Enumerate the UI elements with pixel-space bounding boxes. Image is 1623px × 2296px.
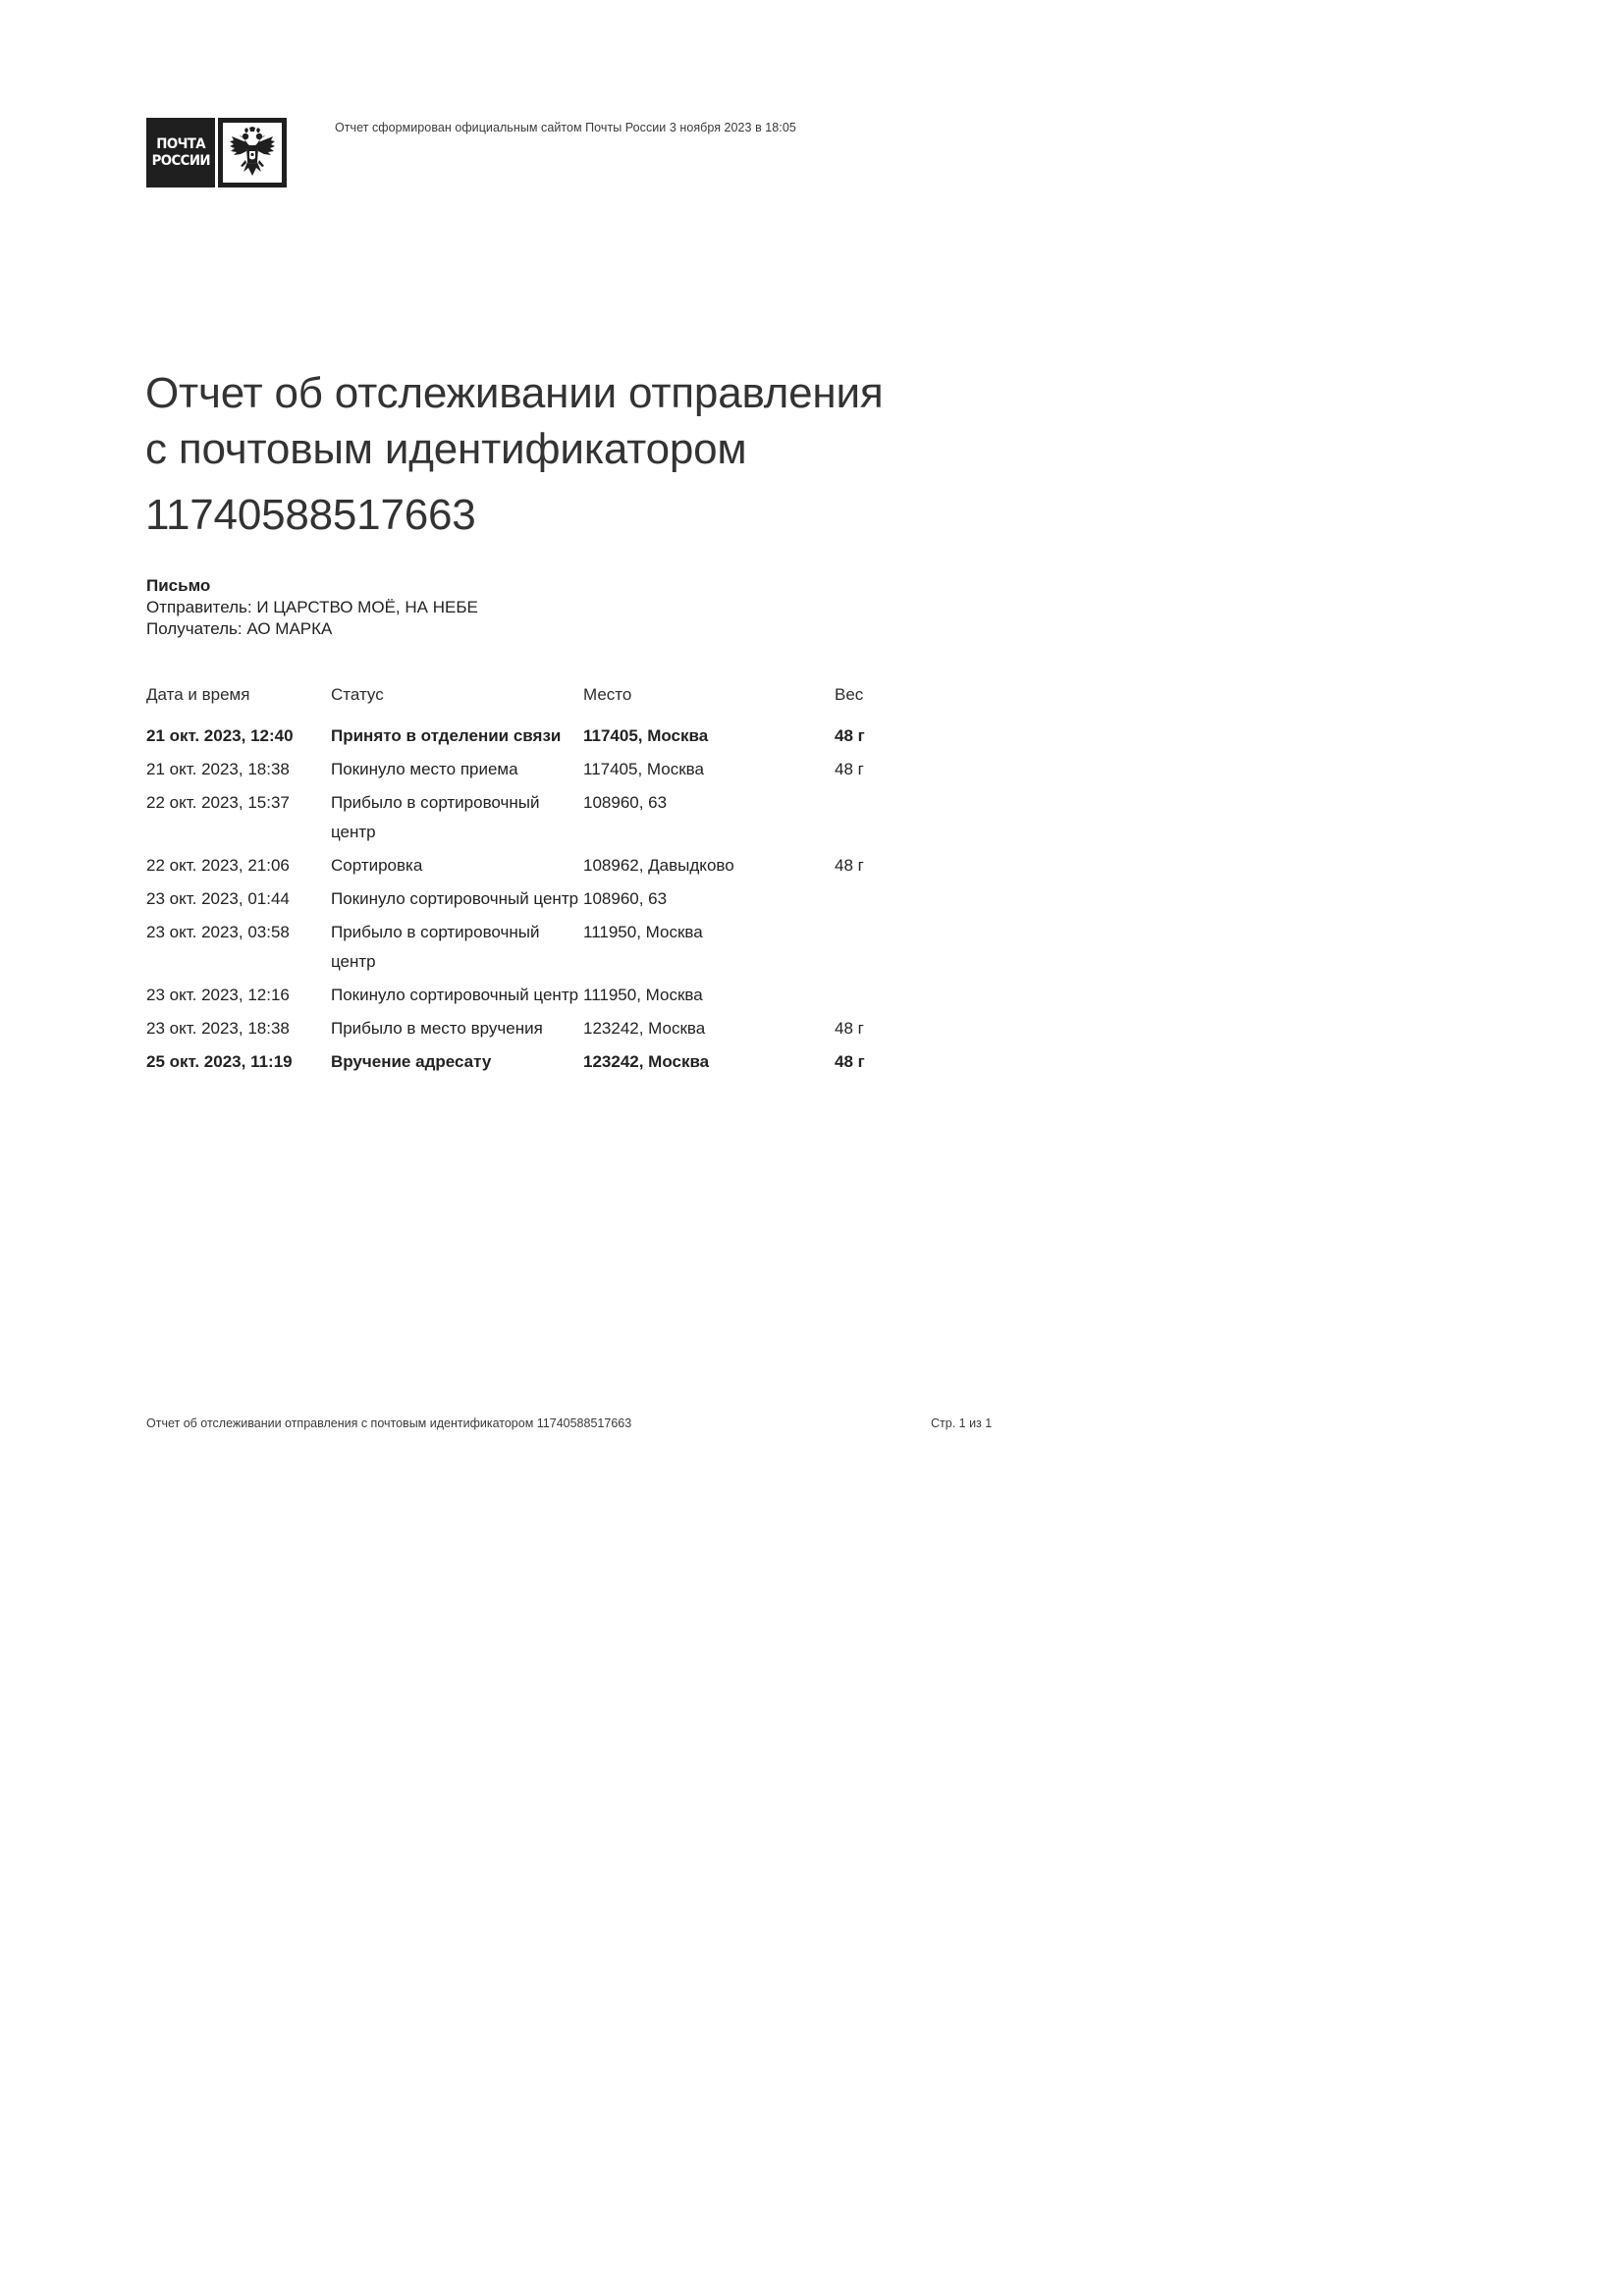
report-generated-note: Отчет сформирован официальным сайтом Почты России 3 ноября 2023 в 18:05	[335, 121, 796, 134]
table-row	[146, 1047, 932, 1077]
title-line-1: Отчет об отслеживании отправления	[145, 369, 884, 417]
table-row	[146, 851, 932, 881]
table-row	[146, 918, 932, 977]
cell-datetime: 22 окт. 2023, 21:06	[146, 856, 290, 875]
cell-place: 123242, Москва	[583, 1019, 706, 1038]
cell-datetime: 23 окт. 2023, 12:16	[146, 986, 290, 1004]
cell-status: Принято в отделении связи	[331, 726, 562, 745]
cell-place: 123242, Москва	[583, 1052, 710, 1071]
cell-status: Сортировка	[331, 856, 423, 875]
cell-status: Покинуло место приема	[331, 760, 518, 778]
tracking-number: 11740588517663	[145, 491, 476, 539]
cell-datetime: 22 окт. 2023, 15:37	[146, 793, 290, 812]
column-header-place: Место	[583, 685, 632, 704]
cell-status: Покинуло сортировочный центр	[331, 986, 579, 1004]
cell-datetime: 25 окт. 2023, 11:19	[146, 1052, 293, 1071]
cell-datetime: 21 окт. 2023, 12:40	[146, 726, 294, 745]
logo	[146, 118, 288, 187]
table-header	[146, 680, 932, 710]
shipment-info	[146, 575, 478, 640]
logo-text-line2: РОССИИ	[151, 152, 210, 169]
logo-wordmark	[146, 118, 215, 187]
shipment-recipient: Получатель: АО МАРКА	[146, 619, 333, 638]
cell-status: Прибыло в сортировочный центр	[331, 923, 540, 971]
column-header-status: Статус	[331, 685, 384, 704]
cell-weight	[835, 981, 923, 1010]
column-header-weight: Вес	[835, 685, 864, 704]
table-body	[146, 721, 932, 1077]
shipment-sender: Отправитель: И ЦАРСТВО МОЁ, НА НЕБЕ	[146, 598, 478, 616]
cell-weight	[835, 788, 923, 847]
cell-datetime: 23 окт. 2023, 01:44	[146, 889, 290, 908]
cell-datetime: 23 окт. 2023, 18:38	[146, 1019, 290, 1038]
cell-place: 108960, 63	[583, 793, 668, 812]
cell-weight: 48 г	[835, 760, 864, 778]
cell-weight	[835, 884, 923, 914]
table-row	[146, 884, 932, 914]
cell-place: 117405, Москва	[583, 760, 704, 778]
cell-status: Покинуло сортировочный центр	[331, 889, 579, 908]
double-headed-eagle-icon	[218, 118, 287, 187]
cell-weight: 48 г	[835, 856, 864, 875]
column-header-datetime: Дата и время	[146, 685, 250, 704]
cell-status: Прибыло в сортировочный центр	[331, 793, 540, 841]
cell-place: 111950, Москва	[583, 986, 703, 1004]
cell-place: 111950, Москва	[583, 923, 703, 941]
cell-place: 108962, Давыдково	[583, 856, 734, 875]
shipment-type: Письмо	[146, 576, 211, 595]
title-line-2: с почтовым идентификатором	[145, 425, 747, 473]
page-title	[145, 365, 883, 543]
cell-weight: 48 г	[835, 726, 865, 745]
cell-datetime: 21 окт. 2023, 18:38	[146, 760, 290, 778]
footer-title: Отчет об отслеживании отправления с почтовым идентификатором 11740588517663	[146, 1416, 632, 1430]
tracking-table	[146, 680, 932, 1081]
cell-weight: 48 г	[835, 1019, 864, 1038]
cell-datetime: 23 окт. 2023, 03:58	[146, 923, 290, 941]
cell-status: Прибыло в место вручения	[331, 1019, 543, 1038]
table-row	[146, 788, 932, 847]
logo-text-line1: ПОЧТА	[156, 135, 205, 152]
page-number: Стр. 1 из 1	[931, 1416, 993, 1430]
table-row	[146, 755, 932, 784]
table-row	[146, 981, 932, 1010]
cell-place: 108960, 63	[583, 889, 668, 908]
table-row	[146, 721, 932, 751]
cell-weight: 48 г	[835, 1052, 865, 1071]
cell-weight	[835, 918, 923, 977]
cell-status: Вручение адресату	[331, 1052, 492, 1071]
table-row	[146, 1014, 932, 1043]
cell-place: 117405, Москва	[583, 726, 709, 745]
